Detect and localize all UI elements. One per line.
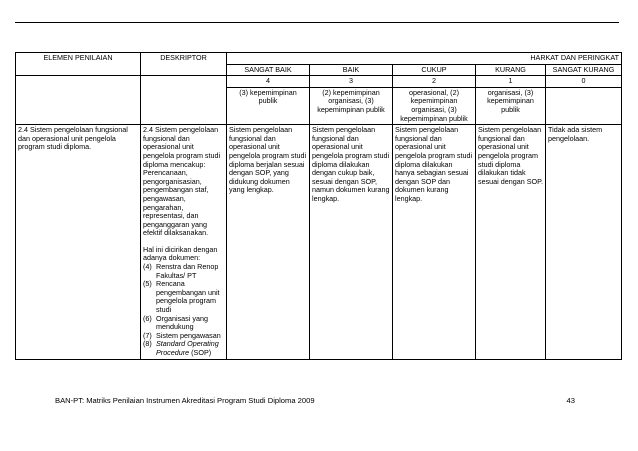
document-list-item: (8) Standard Operating Procedure (SOP) [143, 339, 219, 357]
carryover-cell-baik: (2) kepemimpinan organisasi, (3) kepemimpinan publik [310, 87, 393, 124]
document-list-item: (5) Rencana pengembangan unit pengelola program studi [143, 279, 220, 315]
header-harkat-peringkat: HARKAT DAN PERINGKAT [227, 53, 622, 65]
blank-cell [16, 76, 141, 125]
criteria-cell-baik: Sistem pengelolaan fungsional dan operasional unit pengelola program studi diploma dilakukan dengan cukup baik, sesuai dengan SOP, namun dokumen kurang lengkap. [310, 125, 393, 359]
score-2: 2 [393, 76, 476, 88]
header-deskriptor: DESKRIPTOR [141, 53, 227, 76]
criteria-cell-cukup: Sistem pengelolaan fungsional dan operasional unit pengelola program studi diploma dilakukan hanya sebagian sesuai dengan SOP dan dokumen kurang lengkap. [393, 125, 476, 359]
deskriptor-intro: 2.4 Sistem pengelolaan fungsional dan operasional unit pengelola program studi diploma mencakup: Perencanaan, pengorganisasian, pengembangan staf, pengawasan, pengarahan, representasi, dan penganggaran yang efektif dilaksanakan. [143, 125, 221, 238]
deskriptor-docs-intro: Hal ini dicirikan dengan adanya dokumen: [143, 244, 218, 263]
criteria-cell-kurang: Sistem pengelolaan fungsional dan operasional unit pengelola program studi diploma dilakukan tidak sesuai dengan SOP. [476, 125, 546, 359]
criteria-cell-sangat-kurang: Tidak ada sistem pengelolaan. [546, 125, 622, 359]
carryover-cell-kurang: organisasi, (3) kepemimpinan publik [476, 87, 546, 124]
carryover-cell-sangat-kurang [546, 87, 622, 124]
score-4: 4 [227, 76, 310, 88]
header-elemen-penilaian: ELEMEN PENILAIAN [16, 53, 141, 76]
document-list [143, 263, 224, 358]
header-grade-cukup: CUKUP [393, 64, 476, 76]
assessment-matrix-table [15, 52, 622, 360]
document-list-item: (6) Organisasi yang mendukung [143, 313, 208, 332]
header-grade-sangat-kurang: SANGAT KURANG [546, 64, 622, 76]
deskriptor-cell [141, 125, 227, 359]
top-rule [15, 22, 619, 23]
carryover-cell-cukup: operasional, (2) kepemimpinan organisasi, (3) kepemimpinan publik [393, 87, 476, 124]
document-list-item: (4) Renstra dan Renop Fakultas/ PT [143, 262, 219, 280]
criteria-cell-sangat-baik: Sistem pengelolaan fungsional dan operasional unit pengelola program studi diploma berjalan sesuai dengan SOP, yang didukung dokumen yang lengkap. [227, 125, 310, 359]
score-1: 1 [476, 76, 546, 88]
score-3: 3 [310, 76, 393, 88]
page-footer [55, 396, 575, 405]
blank-cell [141, 76, 227, 125]
page-number: 43 [566, 396, 575, 405]
carryover-cell-sangat-baik: (3) kepemimpinan publik [227, 87, 310, 124]
footer-title: BAN-PT: Matriks Penilaian Instrumen Akreditasi Program Studi Diploma 2009 [55, 396, 315, 405]
header-grade-baik: BAIK [310, 64, 393, 76]
elemen-cell: 2.4 Sistem pengelolaan fungsional dan operasional unit pengelola program studi diploma. [16, 125, 141, 359]
score-0: 0 [546, 76, 622, 88]
header-grade-kurang: KURANG [476, 64, 546, 76]
document-list-item: (7) Sistem pengawasan [143, 330, 221, 340]
header-grade-sangat-baik: SANGAT BAIK [227, 64, 310, 76]
